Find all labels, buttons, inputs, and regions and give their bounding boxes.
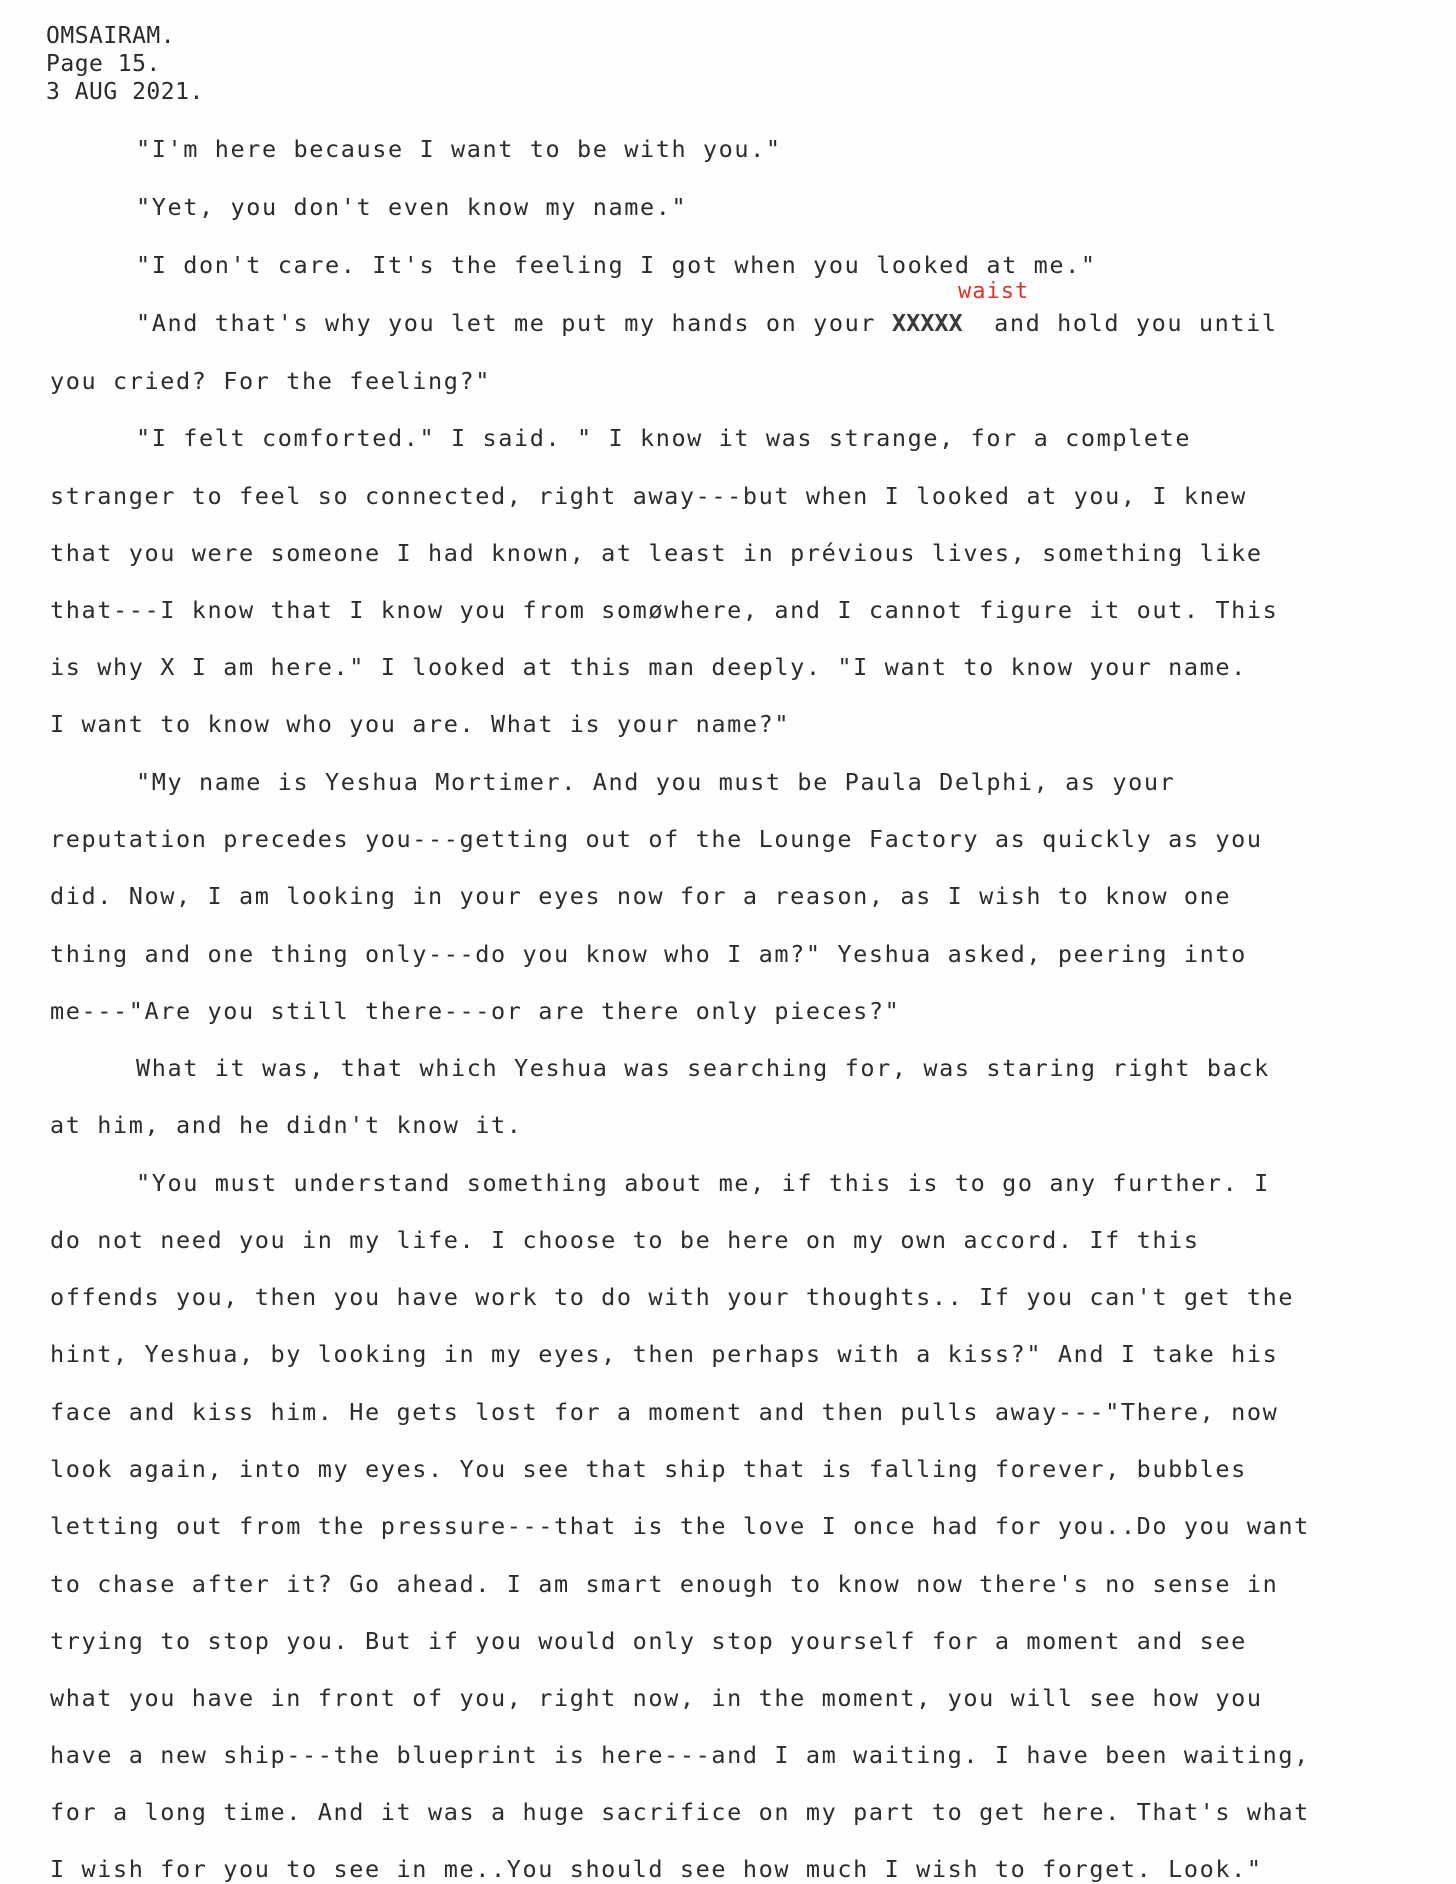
text-line-3: "I don't care. It's the feeling I got when you looked at me." [136, 251, 1097, 279]
text-line-20: do not need you in my life. I choose to be here on my own accord. If this [50, 1226, 1200, 1254]
text-line-7: stranger to feel so connected, right away---but when I looked at you, I knew [50, 482, 1247, 510]
text-line-1: "I'm here because I want to be with you." [136, 135, 782, 163]
page-header [46, 22, 204, 106]
text-line-29: have a new ship---the blueprint is here---and I am waiting. I have been waiting, [50, 1741, 1310, 1769]
text-line-5: you cried? For the feeling?" [50, 367, 491, 395]
text-line-26: to chase after it? Go ahead. I am smart enough to know now there's no sense in [50, 1570, 1279, 1598]
text-line-11: I want to know who you are. What is your name?" [50, 710, 791, 738]
text-line-14: did. Now, I am looking in your eyes now for a reason, as I wish to know one [50, 882, 1232, 910]
text-line-18: at him, and he didn't know it. [50, 1111, 523, 1139]
handwritten-correction: waist [958, 279, 1030, 304]
text-line-17: What it was, that which Yeshua was searching for, was staring right back [136, 1054, 1270, 1082]
text-line-4-end: and hold you until [962, 309, 1278, 337]
text-line-4 [136, 308, 1278, 338]
struck-out-word: XXXXX [891, 309, 963, 337]
text-line-13: reputation precedes you---getting out of the Lounge Factory as quickly as you [50, 825, 1263, 853]
text-line-4-start: "And that's why you let me put my hands on your [136, 309, 892, 337]
text-line-28: what you have in front of you, right now, in the moment, you will see how you [50, 1684, 1263, 1712]
text-line-22: hint, Yeshua, by looking in my eyes, then perhaps with a kiss?" And I take his [50, 1340, 1279, 1368]
text-line-25: letting out from the pressure---that is the love I once had for you..Do you want [50, 1512, 1310, 1540]
text-line-16: me---"Are you still there---or are there only pieces?" [50, 997, 901, 1025]
text-line-2: "Yet, you don't even know my name." [136, 193, 688, 221]
text-line-21: offends you, then you have work to do with your thoughts.. If you can't get the [50, 1283, 1295, 1311]
text-line-10: is why X I am here." I looked at this man deeply. "I want to know your name. [50, 653, 1247, 681]
text-line-12: "My name is Yeshua Mortimer. And you must be Paula Delphi, as your [136, 768, 1176, 796]
text-line-15: thing and one thing only---do you know who I am?" Yeshua asked, peering into [50, 940, 1247, 968]
text-line-6: "I felt comforted." I said. " I know it was strange, for a complete [136, 424, 1192, 452]
text-line-9: that---I know that I know you from somøwhere, and I cannot figure it out. This [50, 596, 1279, 624]
header-title: OMSAIRAM. [46, 23, 176, 49]
text-line-24: look again, into my eyes. You see that ship that is falling forever, bubbles [50, 1455, 1247, 1483]
text-line-8: that you were someone I had known, at least in prévious lives, something like [50, 539, 1263, 567]
text-line-31: I wish for you to see in me..You should see how much I wish to forget. Look." [50, 1855, 1263, 1883]
text-line-27: trying to stop you. But if you would only stop yourself for a moment and see [50, 1627, 1247, 1655]
header-date: 3 AUG 2021. [46, 79, 204, 105]
text-line-19: "You must understand something about me, if this is to go any further. I [136, 1169, 1270, 1197]
text-line-30: for a long time. And it was a huge sacrifice on my part to get here. That's what [50, 1798, 1310, 1826]
text-line-23: face and kiss him. He gets lost for a moment and then pulls away---"There, now [50, 1398, 1279, 1426]
header-page-number: Page 15. [46, 51, 161, 77]
